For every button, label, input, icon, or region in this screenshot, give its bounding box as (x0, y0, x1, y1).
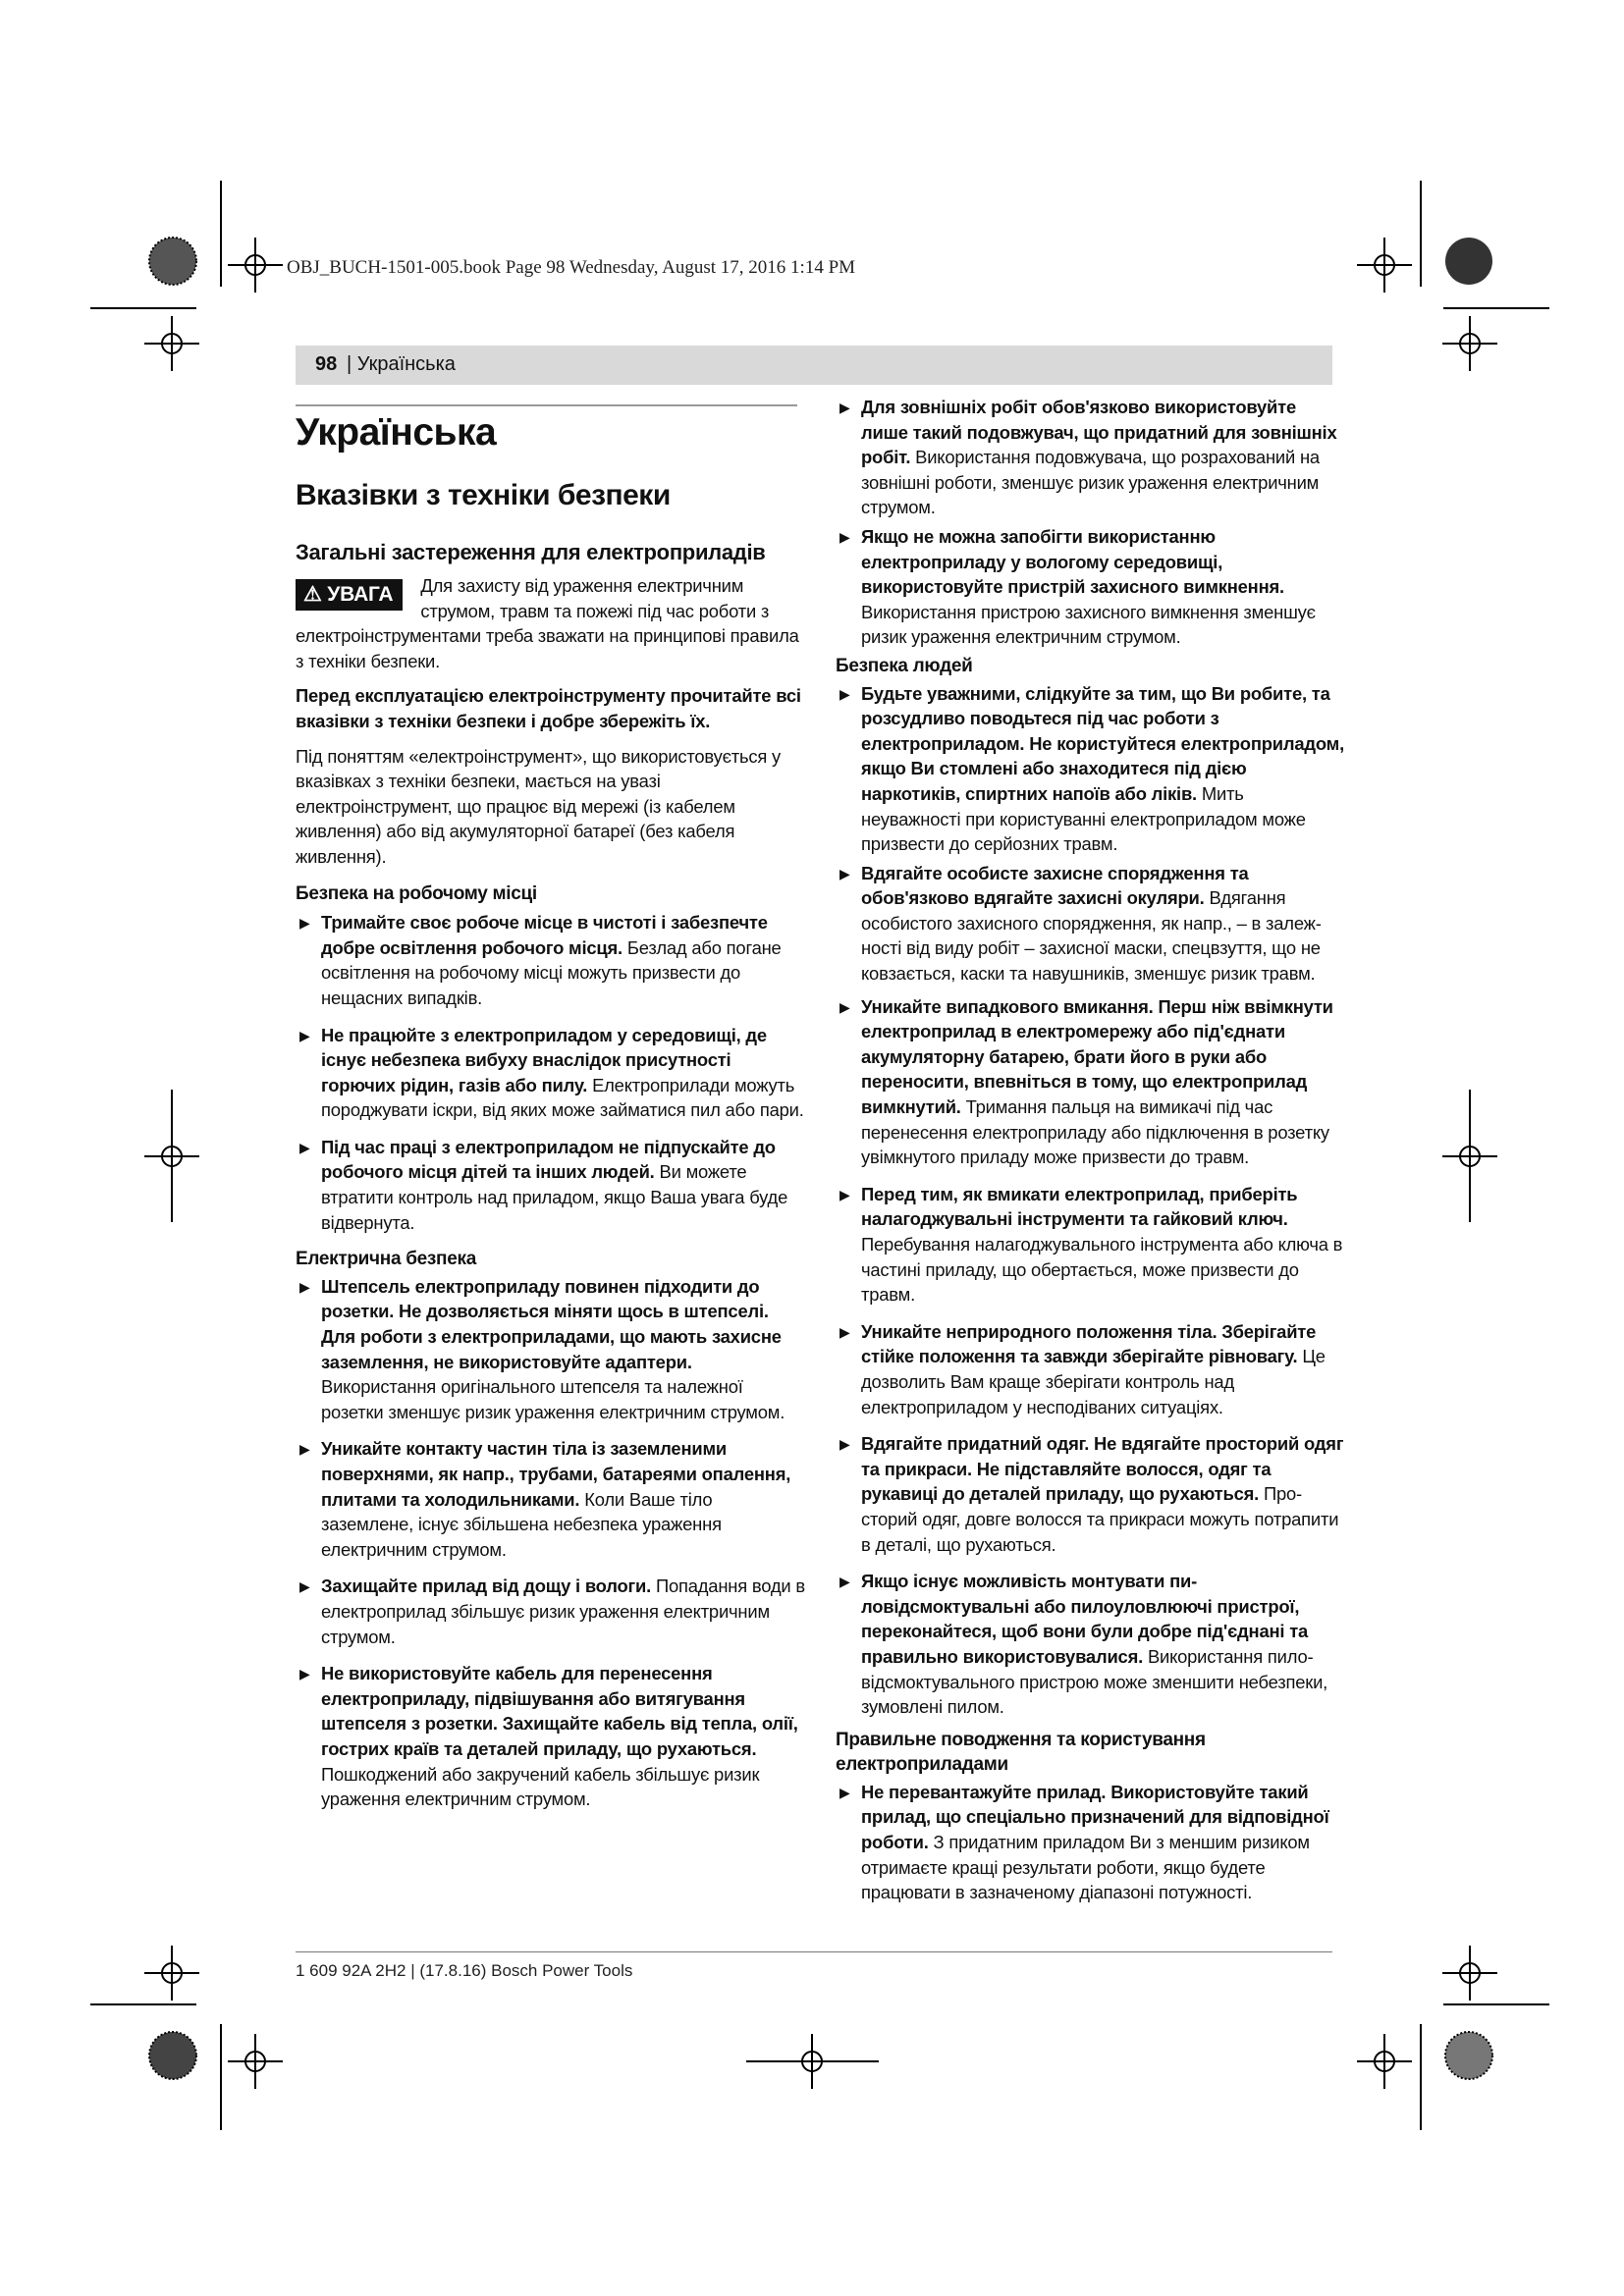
list-item: ▶ Будьте уважними, слідкуйте за тим, що Ви робите, та розсудливо поводьтеся під час роботи з електроприладом. Не користуйтеся електроприладом, якщо Ви стомлені або знаходитеся під дією наркотиків, спиртних напоїв або ліків. Мить неуважності при користуванні електроприладом може призвести до серйозних травм. (839, 682, 1344, 855)
warning-block (296, 573, 806, 673)
list-item: ▶ Штепсель електроприладу повинен підходити до розетки. Не дозволяється міняти щось в штепселі. Для роботи з електроприладами, що мають захисне заземлення, не використовуйте адаптери. Використання оригінального штепселя та належної розетки зменшує ризик ураження електричним струмом. (299, 1275, 785, 1422)
intro-bold: Перед експлуатацією електроінструменту прочитайте всі вказівки з техніки безпеки і добре збережіть їх. (296, 685, 801, 731)
workplace-heading: Безпека на робочому місці (296, 882, 537, 904)
list-item: ▶ Вдягайте придатний одяг. Не вдягайте просторий одяг та прикраси. Не підставляйте волосся, одяг та рукавиці до деталей приладу, що рухаються. Про-сторий одяг, довге волосся та прикраси можуть потрапити в деталі, що рухаються. (839, 1433, 1344, 1555)
page-title: Українська (296, 411, 497, 454)
personal-heading: Безпека людей (836, 655, 973, 676)
bullet-arrow-icon: ▶ (299, 1139, 310, 1155)
list-item: ▶ Не працюйте з електроприладом у середовищі, де існує небезпека вибуху внаслідок присутності горючих рідин, газів або пилу. Електроприлади можуть породжувати іскри, від яких може займатися пил або пари. (299, 1024, 804, 1121)
list-item: ▶ Тримайте своє робоче місце в чистоті і забезпечте добре освітлення робочого місця. Безлад або погане освітлення на робочому місці можуть призвести до нещасних випадків. (299, 912, 782, 1008)
footer-text: 1 609 92A 2H2 | (17.8.16) Bosch Power Tools (296, 1961, 633, 1980)
bullet-arrow-icon: ▶ (839, 528, 850, 545)
bullet-arrow-icon: ▶ (839, 998, 850, 1015)
bullet-arrow-icon: ▶ (299, 1027, 310, 1043)
list-item: ▶ Для зовнішніх робіт обов'язково використовуйте лише такий подовжувач, що придатний для зовнішніх робіт. Використання подовжувача, що розрахований на зовнішні роботи, зменшує ризик ураження електричним струмом. (839, 397, 1337, 518)
bullet-arrow-icon: ▶ (299, 1666, 310, 1682)
header-section: | Українська (347, 353, 456, 375)
list-item: ▶ Уникайте випадкового вмикання. Перш ніж ввімкнути електроприлад в електромережу або під'єднати акумуляторну батарею, брати його в руки або переносити, впевніться в тому, що електроприлад вимкнутий. Тримання пальця на вимикачі під час перенесення електроприладу або підключення в розетку увімкнутого приладу може призвести до травм. (839, 995, 1333, 1168)
bullet-arrow-icon: ▶ (839, 1323, 850, 1340)
list-item: ▶ Якщо існує можливість монтувати пи-ловідсмоктувальні або пилоуловлюючі пристрої, переконайтеся, щоб вони були добре під'єднані та правильно використовувалися. Використання пило-відсмоктувального пристрою може зменшити небезпеки, зумовлені пилом. (839, 1571, 1328, 1718)
general-heading: Загальні застереження для електроприладів (296, 540, 766, 564)
title-rule (296, 404, 797, 406)
handling-heading: Правильне поводження та користування електроприладами (836, 1729, 1206, 1776)
list-item: ▶ Не використовуйте кабель для перенесення електроприладу, підвішування або витягування штепселя з розетки. Захищайте кабель від тепла, олії, гострих країв та деталей приладу, що рухаються. Пошкоджений або закручений кабель збільшує ризик ураження електричним струмом. (299, 1663, 798, 1810)
bullet-arrow-icon: ▶ (299, 1441, 310, 1458)
warning-text: Для захисту від ураження електричним струмом, травм та пожежі під час роботи з електроінструментами треба зважати на принципові правила з техніки безпеки. (296, 575, 799, 671)
bullet-arrow-icon: ▶ (839, 1186, 850, 1202)
section-title: Вказівки з техніки безпеки (296, 479, 671, 511)
bullet-arrow-icon: ▶ (839, 1784, 850, 1800)
intro-text: Під поняттям «електроінструмент», що використовується у вказівках з техніки безпеки, мається на увазі електроінструмент, що працює від мережі (із кабелем живлення) або від акумуляторної батареї (без кабеля живлення). (296, 745, 782, 867)
bullet-arrow-icon: ▶ (839, 865, 850, 881)
bullet-arrow-icon: ▶ (299, 915, 310, 932)
bullet-arrow-icon: ▶ (299, 1278, 310, 1295)
warning-triangle-icon: ⚠ (303, 583, 322, 606)
bullet-arrow-icon: ▶ (839, 400, 850, 415)
list-item: ▶ Якщо не можна запобігти використанню електроприладу у вологому середовищі, використовуйте пристрій захисного вимкнення. Використання пристрою захисного вимкнення зменшує ризик ураження електричним струмом. (839, 525, 1316, 648)
warning-badge: ⚠ УВАГА (296, 579, 403, 611)
bullet-arrow-icon: ▶ (839, 685, 850, 702)
page-header-bar (296, 346, 1332, 385)
list-item: ▶ Під час праці з електроприладом не підпускайте до робочого місця дітей та інших людей. Ви можете втратити контроль над приладом, якщо Ваша увага буде відвернута. (299, 1136, 788, 1233)
right-column (836, 395, 1344, 1905)
list-item: ▶ Перед тим, як вмикати електроприлад, приберіть налагоджувальні інструменти та гайковий ключ. Перебування налагоджувального інструмента або ключа в частині приладу, що обертається, може призвести до травм. (839, 1183, 1343, 1306)
list-item: ▶ Вдягайте особисте захисне спорядження та обов'язково вдягайте захисні окуляри. Вдягання особистого захисного спорядження, як напр., – в залеж-ності від виду робіт – захисної маски, спецвзуття, що не ковзається, каски та навушників, зменшує ризик травм. (839, 862, 1322, 985)
page-number: 98 (315, 353, 338, 375)
list-item: ▶ Уникайте неприродного положення тіла. Зберігайте стійке положення та завжди зберігайте рівновагу. Це дозволить Вам краще зберігати контроль над електроприладом у несподіваних ситуаціях. (839, 1320, 1326, 1417)
list-item: ▶ Захищайте прилад від дощу і вологи. Попадання води в електроприлад збільшує ризик ураження електричним струмом. (299, 1575, 805, 1647)
footer-rule (296, 1951, 1332, 1952)
electrical-heading: Електрична безпека (296, 1249, 476, 1270)
list-item: ▶ Не перевантажуйте прилад. Використовуйте такий прилад, що спеціально призначений для відповідної роботи. З придатним приладом Ви з меншим ризиком отримаєте кращі результати роботи, якщо будете працювати в зазначеному діапазоні потужності. (839, 1781, 1329, 1903)
bullet-arrow-icon: ▶ (839, 1436, 850, 1453)
bullet-arrow-icon: ▶ (839, 1574, 850, 1590)
left-column (296, 410, 806, 1812)
bullet-arrow-icon: ▶ (299, 1578, 310, 1595)
print-slug: OBJ_BUCH-1501-005.book Page 98 Wednesday, August 17, 2016 1:14 PM (287, 257, 856, 278)
list-item: ▶ Уникайте контакту частин тіла із заземленими поверхнями, як напр., трубами, батареями опалення, плитами та холодильниками. Коли Ваше тіло заземлене, існує збільшена небезпека ураження електричним струмом. (299, 1438, 791, 1560)
